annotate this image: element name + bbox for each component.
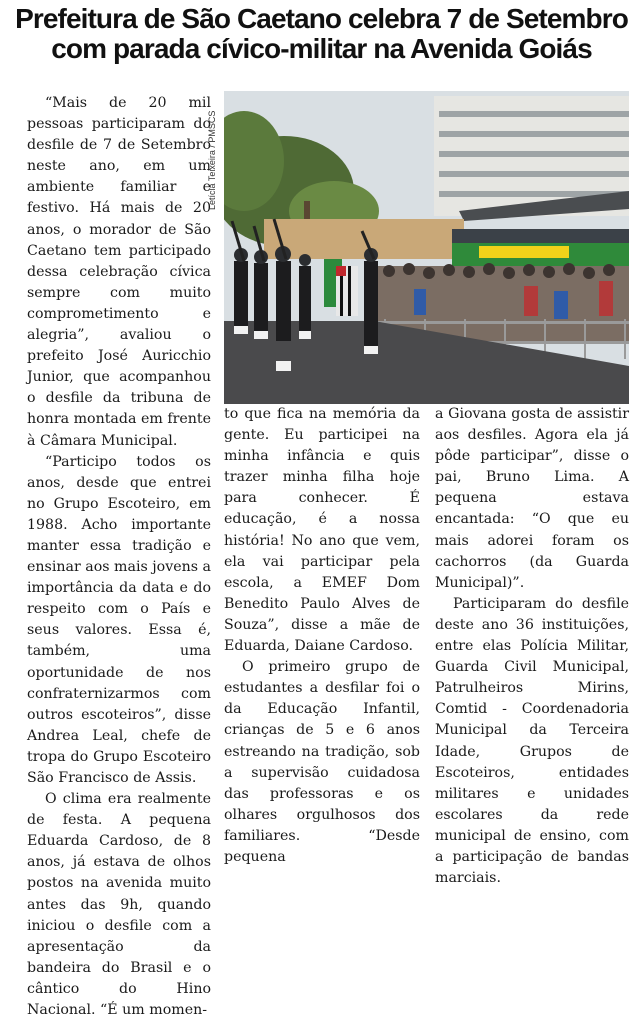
parade-photo	[224, 91, 629, 404]
paragraph: O clima era realmente de festa. A pequena Eduarda Cardoso, de 8 anos, já estava de olhos postos na avenida muito antes das 9h, quando iniciou o desfile com a apresentação da bandeira do Brasil e o cântico do Hino Nacional. “É um momen-	[27, 791, 211, 1019]
headline-line-1: Prefeitura de São Caetano celebra 7 de Setembro	[15, 3, 628, 34]
parade-photo-illustration	[224, 91, 629, 404]
article-column-3	[435, 404, 629, 889]
paragraph: to que fica na memória da gente. Eu participei na minha infância e quis trazer minha filha hoje para conhecer. É educação, é a nossa história! No ano que vem, ela vai participar pela escola, a EMEF Dom Benedito Paulo Alves de Souza”, disse a mãe de Eduarda, Daiane Cardoso.	[224, 406, 420, 655]
headline	[0, 4, 643, 64]
headline-line-2: com parada cívico-militar na Avenida Goiás	[51, 33, 592, 64]
photo-credit: Letícia Teixeira / PMSCS	[207, 110, 217, 210]
article-column-1	[27, 93, 211, 1021]
paragraph: O primeiro grupo de estudantes a desfilar foi o da Educação Infantil, crianças de 5 e 6 anos estreando na tradição, sob a supervisão cuidadosa das professoras e os olhares orgulhosos dos familiares. “Desde pequena	[224, 659, 420, 865]
paragraph: a Giovana gosta de assistir aos desfiles. Agora ela já pôde participar”, disse o pai, Bruno Lima. A pequena estava encantada: “O que eu mais adorei foram os cachorros (da Guarda Municipal)”.	[435, 406, 629, 591]
paragraph: “Mais de 20 mil pessoas participaram do desfile de 7 de Setembro neste ano, em um ambiente familiar e festivo. Há mais de 20 anos, o morador de São Caetano tem participado dessa celebração cívica sempre com muito comprometimento e alegria”, avaliou o prefeito José Auricchio Junior, que acompanhou o desfile da tribuna de honra montada em frente à Câmara Municipal.	[27, 95, 211, 449]
paragraph: “Participo todos os anos, desde que entrei no Grupo Escoteiro, em 1988. Acho importante manter essa tradição e ensinar aos mais jovens a importância da data e do respeito com o País e seus valores. Essa é, também, uma oportunidade de nos confraternizarmos com outros escoteiros”, disse Andrea Leal, chefe de tropa do Grupo Escoteiro São Francisco de Assis.	[27, 453, 212, 786]
paragraph: Participaram do desfile deste ano 36 instituições, entre elas Polícia Militar, Guarda Civil Municipal, Patrulheiros Mirins, Comtid - Coordenadoria Municipal da Terceira Idade, Grupos de Escoteiros, entidades militares e unidades escolares da rede municipal de ensino, com a participação de bandas marciais.	[435, 595, 629, 887]
article-column-2	[224, 404, 420, 868]
